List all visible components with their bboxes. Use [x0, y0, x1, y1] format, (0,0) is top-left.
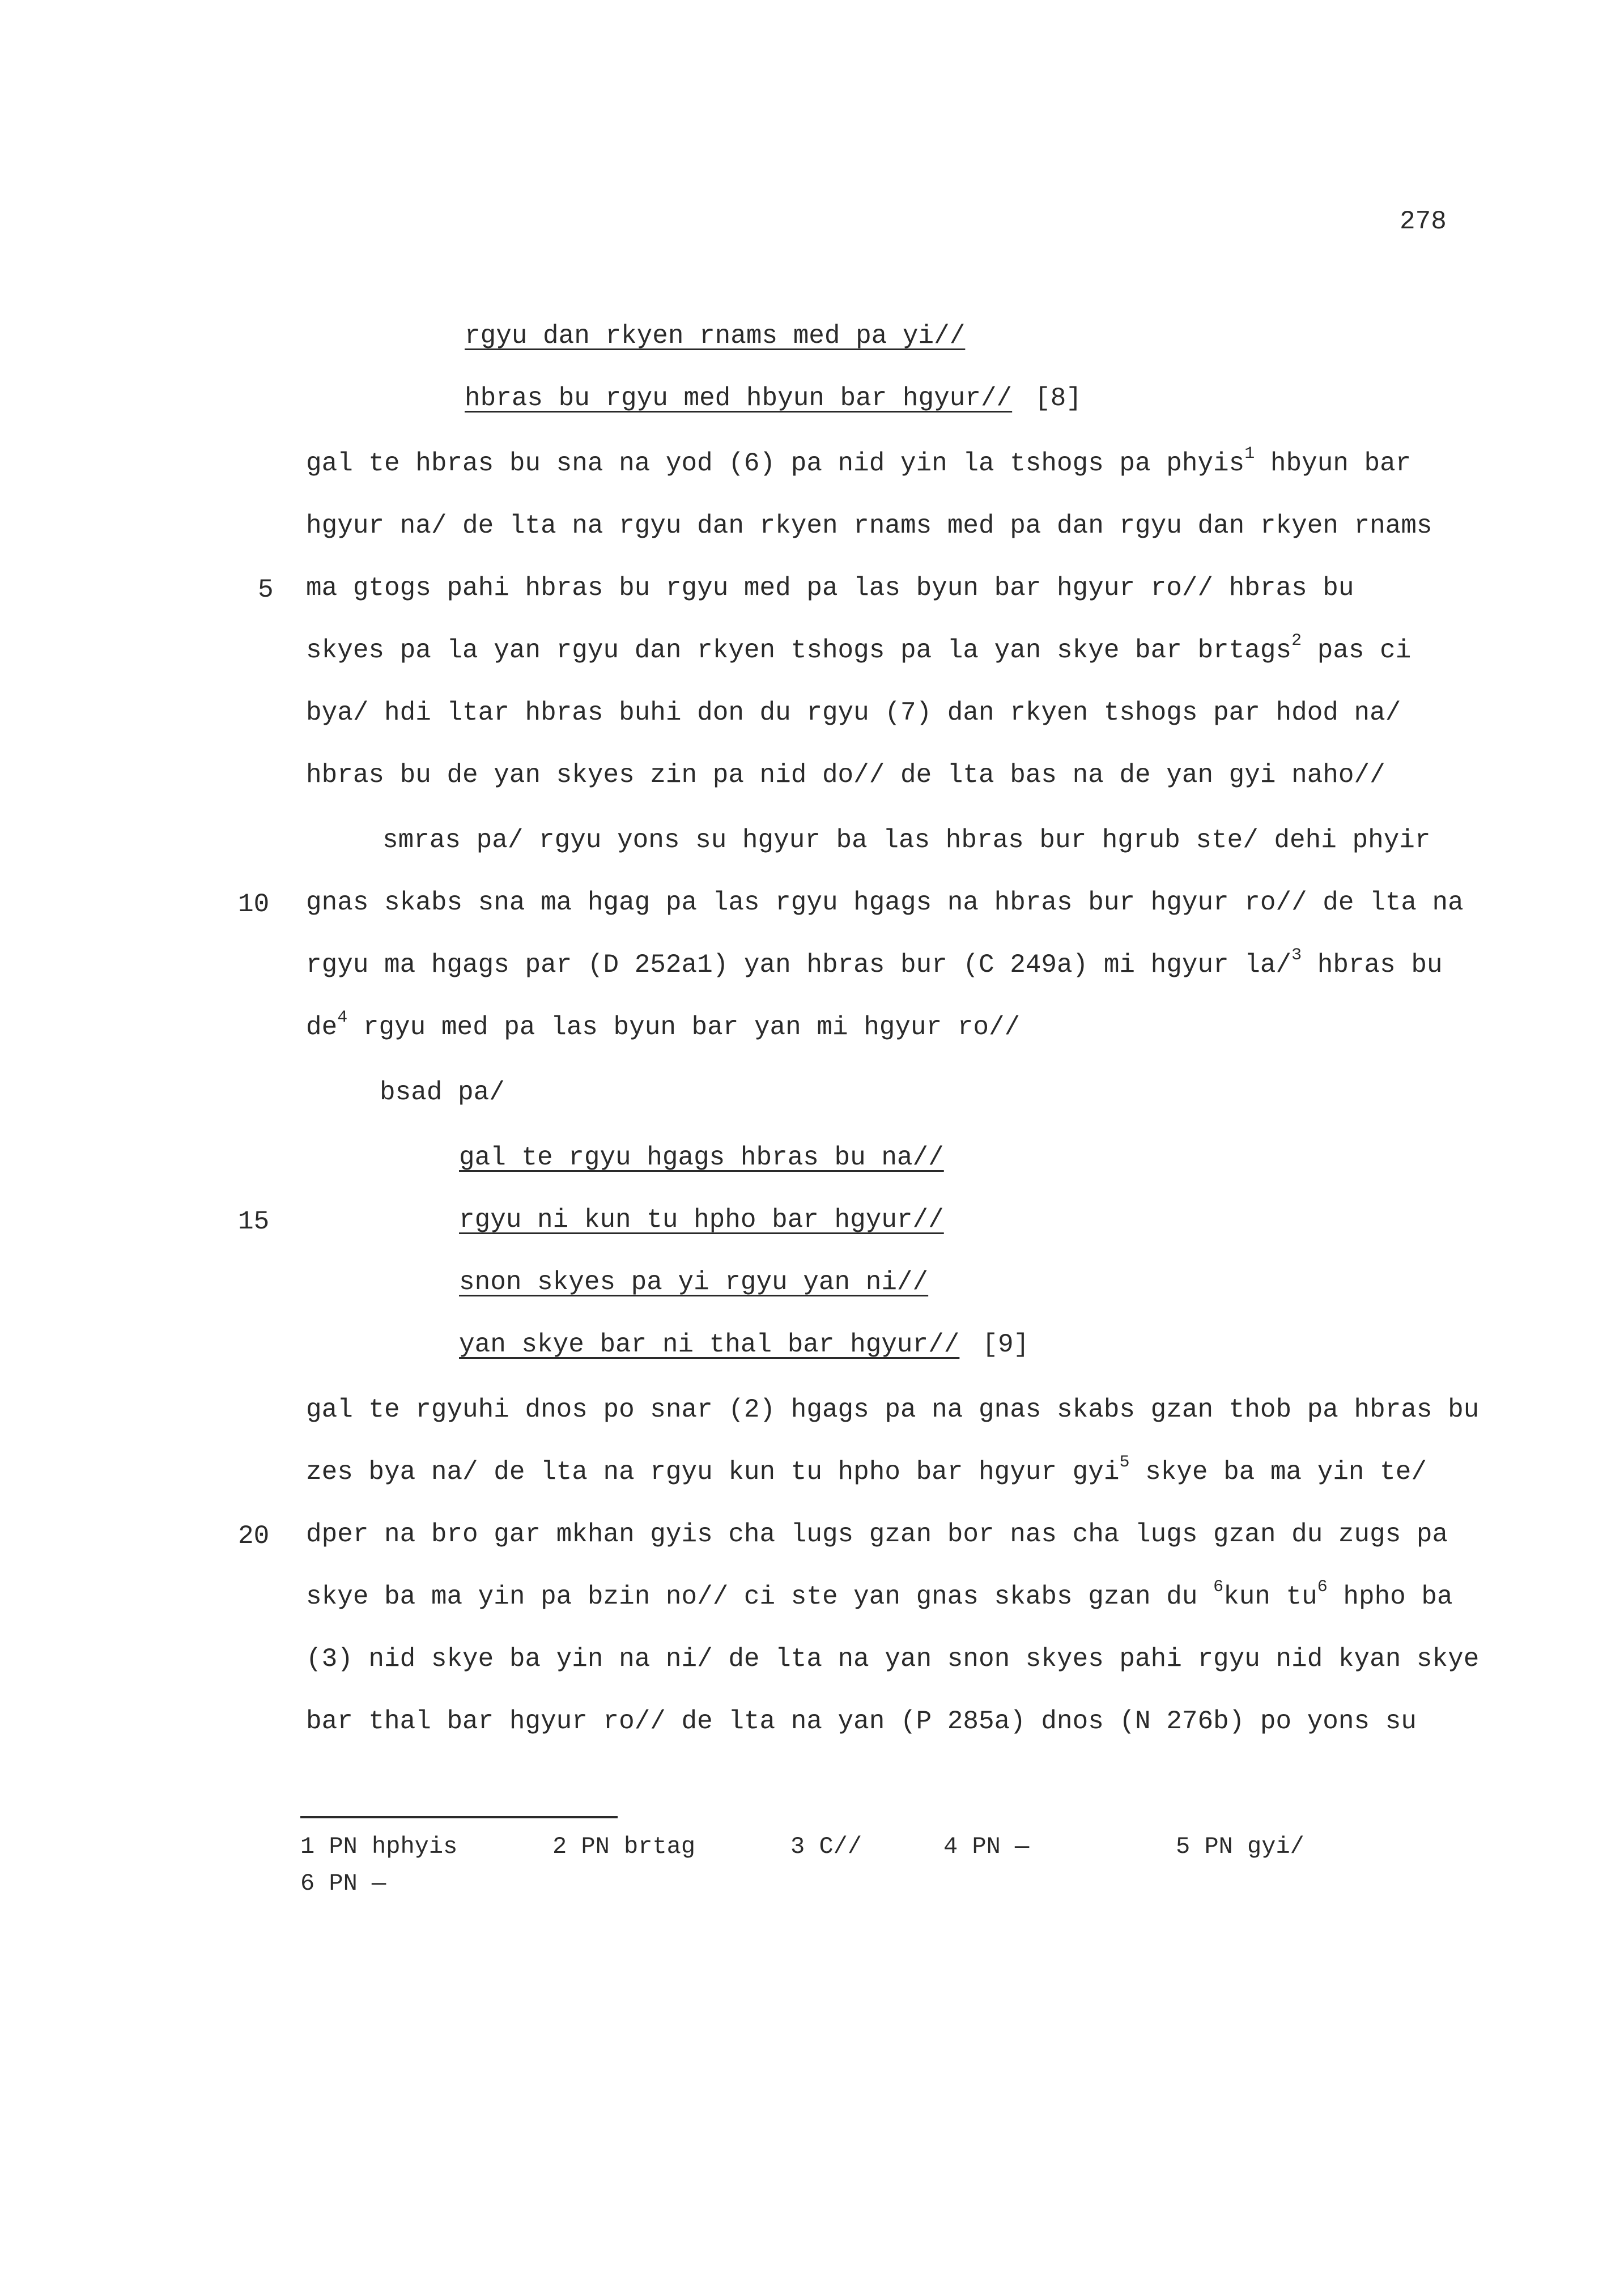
text-line: hbras bu de yan skyes zin pa nid do// de lta bas na de yan gyi naho//: [306, 760, 1385, 790]
footnote-mark: 2: [1291, 631, 1302, 650]
line-number: 15: [238, 1207, 270, 1236]
verse-9-line-1: gal te rgyu hgags hbras bu na//: [459, 1143, 944, 1172]
verse-number: [9]: [982, 1330, 1030, 1359]
footnote-mark: 5: [1119, 1453, 1130, 1472]
text-line: ma gtogs pahi hbras bu rgyu med pa las byun bar hgyur ro// hbras bu: [306, 573, 1354, 603]
footnote-4: [943, 1833, 1029, 1860]
text-span: hbras bu: [1317, 950, 1443, 980]
footnote-mark: 6: [1317, 1578, 1328, 1597]
footnote-text: PN brtag: [581, 1833, 696, 1860]
line-number: 10: [238, 890, 270, 919]
footnote-1: [300, 1833, 457, 1860]
footnote-number: 3: [790, 1833, 805, 1860]
footnote-5: [1176, 1833, 1304, 1860]
footnote-6: [300, 1870, 386, 1897]
verse-9-line-3: snon skyes pa yi rgyu yan ni//: [459, 1268, 929, 1297]
text-line: bya/ hdi ltar hbras buhi don du rgyu (7) dan rkyen tshogs par hdod na/: [306, 698, 1401, 728]
text-span: hbyun bar: [1270, 449, 1412, 478]
verse-9-line-4: [459, 1332, 1029, 1358]
footnote-mark: 6: [1213, 1578, 1224, 1597]
footnote-3: [790, 1833, 862, 1860]
line-number: 20: [238, 1521, 270, 1551]
text-span: de: [306, 1013, 338, 1042]
text-line: [306, 1453, 1427, 1487]
text-line: gnas skabs sna ma hgag pa las rgyu hgags na hbras bur hgyur ro// de lta na: [306, 888, 1464, 917]
text-line: [306, 444, 1412, 478]
footnote-mark: 4: [337, 1008, 348, 1027]
verse-8-line-1: rgyu dan rkyen rnams med pa yi//: [465, 321, 966, 351]
text-span: zes bya na/ de lta na rgyu kun tu hpho bar hgyur gyi: [306, 1457, 1120, 1487]
footnote-number: 4: [943, 1833, 958, 1860]
footnote-text: PN —: [329, 1870, 386, 1897]
text-line: [306, 631, 1412, 665]
text-span: rgyu med pa las byun bar yan mi hgyur ro//: [363, 1013, 1021, 1042]
footnote-text: PN hphyis: [329, 1833, 458, 1860]
text-span: pas ci: [1317, 636, 1412, 665]
text-span: hpho ba: [1343, 1582, 1453, 1612]
footnote-text: PN gyi/: [1204, 1833, 1304, 1860]
verse-8-line-2: [465, 385, 1082, 411]
text-span: skyes pa la yan rgyu dan rkyen tshogs pa la yan skye bar brtags: [306, 636, 1292, 665]
verse-8-line-2-text: hbras bu rgyu med hbyun bar hgyur//: [465, 384, 1013, 413]
line-number: 5: [258, 575, 274, 605]
text-line: gal te rgyuhi dnos po snar (2) hgags pa na gnas skabs gzan thob pa hbras bu: [306, 1395, 1480, 1425]
text-line: [306, 1578, 1453, 1612]
footnote-number: 5: [1176, 1833, 1191, 1860]
footnote-divider: [300, 1816, 618, 1818]
text-line: [306, 946, 1443, 980]
text-span: kun tu: [1223, 1582, 1317, 1612]
page-number: 278: [1400, 207, 1447, 236]
text-line: bar thal bar hgyur ro// de lta na yan (P 285a) dnos (N 276b) po yons su: [306, 1707, 1417, 1736]
verse-9-line-4-text: yan skye bar ni thal bar hgyur//: [459, 1330, 960, 1359]
footnote-number: 1: [300, 1833, 315, 1860]
bsad-pa: bsad pa/: [380, 1078, 505, 1107]
footnote-number: 2: [552, 1833, 567, 1860]
verse-9-line-2: rgyu ni kun tu hpho bar hgyur//: [459, 1205, 944, 1235]
text-span: rgyu ma hgags par (D 252a1) yan hbras bur (C 249a) mi hgyur la/: [306, 950, 1292, 980]
footnote-number: 6: [300, 1870, 315, 1897]
footnote-text: PN —: [972, 1833, 1030, 1860]
text-span: skye ba ma yin te/: [1145, 1457, 1427, 1487]
text-span: gal te hbras bu sna na yod (6) pa nid yin la tshogs pa phyis: [306, 449, 1245, 478]
text-line: (3) nid skye ba yin na ni/ de lta na yan snon skyes pahi rgyu nid kyan skye: [306, 1644, 1480, 1674]
text-line: smras pa/ rgyu yons su hgyur ba las hbras bur hgrub ste/ dehi phyir: [382, 826, 1431, 855]
text-line: dper na bro gar mkhan gyis cha lugs gzan bor nas cha lugs gzan du zugs pa: [306, 1520, 1448, 1549]
verse-number: [8]: [1035, 384, 1082, 413]
text-span: skye ba ma yin pa bzin no// ci ste yan gnas skabs gzan du: [306, 1582, 1198, 1612]
footnote-mark: 3: [1291, 946, 1302, 965]
footnote-2: [552, 1833, 695, 1860]
footnote-mark: 1: [1244, 444, 1255, 464]
footnote-text: C//: [819, 1833, 862, 1860]
text-line: hgyur na/ de lta na rgyu dan rkyen rnams med pa dan rgyu dan rkyen rnams: [306, 511, 1432, 541]
text-line: [306, 1008, 1021, 1042]
